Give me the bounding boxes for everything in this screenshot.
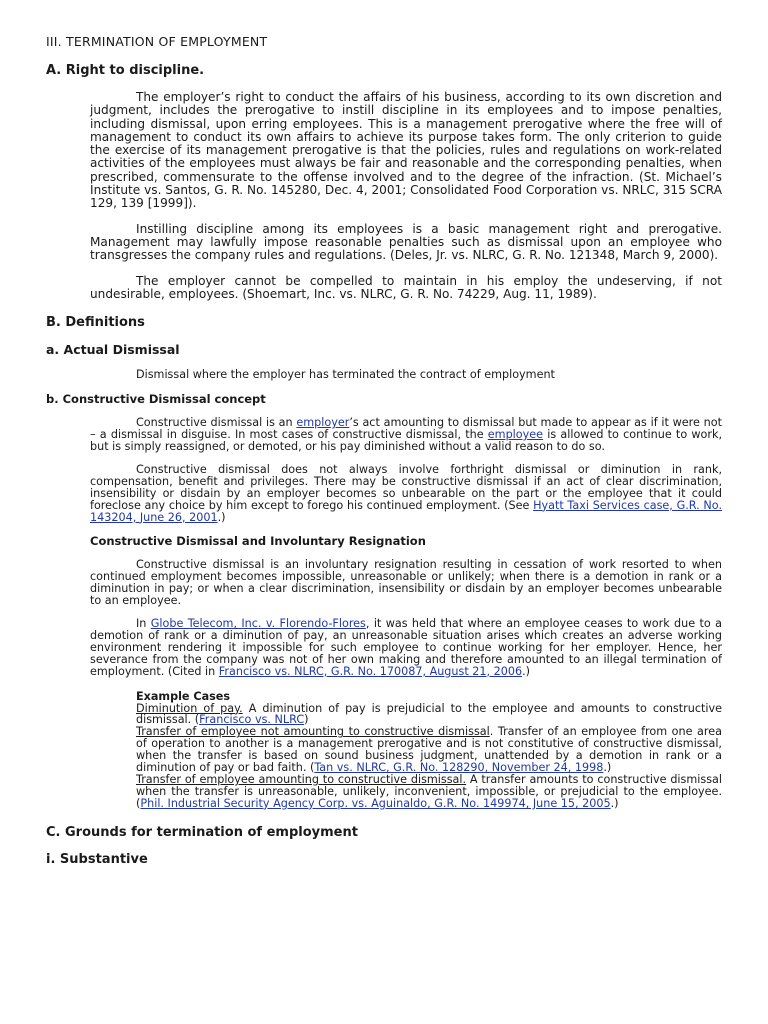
section-b-heading: B. Definitions xyxy=(46,315,145,331)
text-run: Constructive dismissal is an xyxy=(136,416,297,430)
example-case-3 xyxy=(46,774,722,810)
example-cases-title: Example Cases xyxy=(136,689,231,703)
example-case-2-title: Transfer of employee not amounting to constructive dismissal xyxy=(136,725,490,739)
actual-dismissal-heading: a. Actual Dismissal xyxy=(46,342,180,358)
section-a-paragraph-3: The employer cannot be compelled to maintain in his employ the undeserving, if not undesirable, employees. (Shoemart, Inc. vs. NLRC, G. R. No. 74229, Aug. 11, 1989). xyxy=(90,273,722,301)
section-a-heading: A. Right to discipline. xyxy=(46,63,205,78)
employee-link[interactable]: employee xyxy=(487,428,544,442)
example-case-3-title: Transfer of employee amounting to constructive dismissal. xyxy=(136,773,467,786)
text-run: A transfer amounts to constructive dismissal when the transfer is unreasonable, unlikely, inconvenient, impossible, or prejudicial to the employee. ( xyxy=(136,773,722,810)
example-case-1-title: Diminution of pay. xyxy=(136,701,243,715)
involuntary-resignation-heading: Constructive Dismissal and Involuntary Resignation xyxy=(90,534,426,549)
phil-industrial-security-link[interactable]: Phil. Industrial Security Agency Corp. vs. Aguinaldo, G.R. No. 149974, June 15, 2005 xyxy=(140,796,611,810)
text-run: .) xyxy=(610,796,619,810)
francisco-case-link[interactable]: Francisco vs. NLRC, G.R. No. 170087, August 21, 2006 xyxy=(218,664,523,678)
involuntary-resignation-paragraph-1: Constructive dismissal is an involuntary resignation resulting in cessation of work resorted to when continued employment becomes impossible, unreasonable or unlikely; when there is a demotion in rank or a diminution in pay; or when a clear discrimination, insensibility or disdain by an employer becomes unbearable to an employee. xyxy=(90,558,722,608)
actual-dismissal-text: Dismissal where the employer has terminated the contract of employment xyxy=(136,368,555,382)
hyatt-case-link[interactable]: Hyatt Taxi Services case, G.R. No. 143204, June 26, 2001 xyxy=(90,498,723,524)
section-c-heading: C. Grounds for termination of employment xyxy=(46,824,358,840)
constructive-dismissal-paragraph-2 xyxy=(46,464,722,524)
francisco-vs-nlrc-link[interactable]: Francisco vs. NLRC xyxy=(199,713,305,727)
globe-telecom-link[interactable]: Globe Telecom, Inc. v. Florendo-Flores xyxy=(150,617,366,631)
document-title: III. TERMINATION OF EMPLOYMENT xyxy=(46,34,268,49)
tan-vs-nlrc-link[interactable]: Tan vs. NLRC, G.R. No. 128290, November 24, 1998 xyxy=(314,761,604,775)
employer-link[interactable]: employer xyxy=(296,416,350,430)
substantive-heading: i. Substantive xyxy=(46,851,148,867)
involuntary-resignation-paragraph-2 xyxy=(46,618,722,678)
text-run: ) xyxy=(304,713,309,727)
text-run: . Transfer of an employee from one area of operation to another is a management prerogative and is not constitutive of constructive dismissal, when the transfer is based on sound business judgment, unattended by a demotion in rank or a diminution of pay or bad faith. ( xyxy=(136,725,722,775)
text-run: is allowed to continue to work, but is simply reassigned, or demoted, or his pay diminished without a valid reason to do so. xyxy=(90,428,722,453)
section-a-paragraph-1: The employer’s right to conduct the affairs of his business, according to its own discretion and judgment, includes the prerogative to instill discipline in its employees and to impose penalties, including dismissal, upon erring employees. This is a management prerogative where the free will of management to conduct its own affairs to achieve its purpose takes form. The only criterion to guide the exercise of its management prerogative is that the policies, rules and regulations on work-related activities of the employees must always be fair and reasonable and the corresponding penalties, when prescribed, commensurate to the offense involved and to the degree of the infraction. (St. Michael’s Institute vs. Santos, G. R. No. 145280, Dec. 4, 2001; Consolidated Food Corporation vs. NRLC, 315 SCRA 129, 139 [1999]). xyxy=(90,90,722,211)
text-run: .) xyxy=(217,510,226,524)
text-run: Constructive dismissal does not always involve forthright dismissal or diminution in rank, compensation, benefit and privileges. There may be constructive dismissal if an act of clear discrimination, insensibility or disdain by an employer becomes so unbearable on the part or the employee that it could foreclose any choice by him except to forego his continued employment. (See xyxy=(90,462,722,512)
text-run: , it was held that where an employee ceases to work due to a demotion of rank or a diminution of pay, an unreasonable situation arises which creates an adverse working environment rendering it impossible for such employee to continue working for her employer. Hence, her severance from the company was not of her own making and therefore amounted to an illegal termination of employment. (Cited in xyxy=(90,617,722,678)
text-run: ’s act amounting to dismissal but made to appear as if it were not – a dismissal in disguise. In most cases of constructive dismissal, the xyxy=(90,416,722,442)
text-run: A diminution of pay is prejudicial to the employee and amounts to constructive dismissal. ( xyxy=(136,701,722,727)
constructive-dismissal-heading: b. Constructive Dismissal concept xyxy=(46,392,266,407)
section-a-paragraph-2: Instilling discipline among its employees is a basic management right and prerogative. Management may lawfully impose reasonable penalties such as dismissal upon an employee who transgresses the company rules and regulations. (Deles, Jr. vs. NLRC, G. R. No. 121348, March 9, 2000). xyxy=(90,221,722,263)
text-run: .) xyxy=(522,664,531,678)
constructive-dismissal-paragraph-1 xyxy=(46,417,722,453)
text-run: In xyxy=(136,617,151,631)
example-case-2 xyxy=(46,726,722,774)
example-case-1 xyxy=(46,703,722,727)
text-run: .) xyxy=(603,761,612,775)
